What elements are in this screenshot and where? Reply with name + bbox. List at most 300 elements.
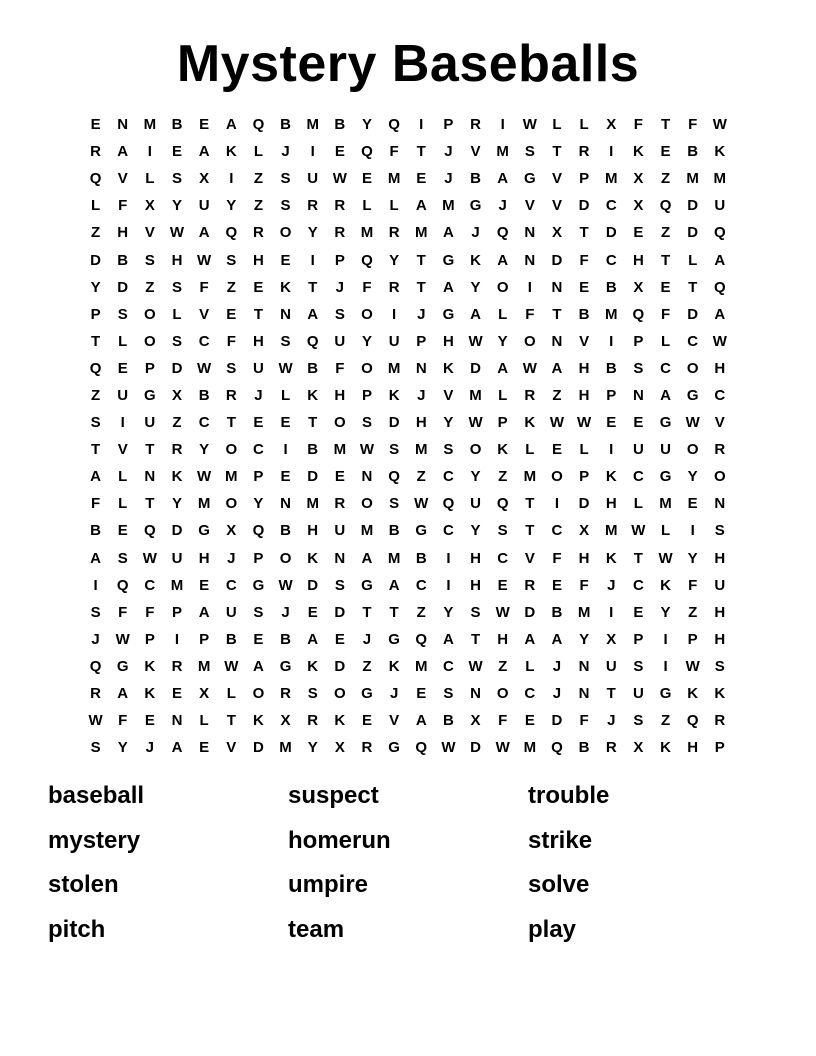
grid-letter: Q <box>713 224 726 242</box>
grid-letter: M <box>415 224 428 242</box>
grid-letter: I <box>609 441 614 459</box>
grid-letter: S <box>171 332 182 350</box>
grid-letter: J <box>498 197 507 215</box>
grid-letter: Z <box>172 414 182 432</box>
grid-letter: N <box>551 332 563 350</box>
grid-letter: U <box>171 549 183 567</box>
grid-letter: G <box>388 739 400 757</box>
grid-letter: H <box>578 359 590 377</box>
grid-letter: S <box>334 576 345 594</box>
grid-letter: O <box>334 685 346 703</box>
grid-letter: E <box>633 414 644 432</box>
grid-letter: M <box>442 197 455 215</box>
grid-letter: I <box>174 630 180 648</box>
grid-letter: I <box>392 305 397 323</box>
grid-letter: S <box>714 657 725 675</box>
grid-letter: W <box>142 549 157 567</box>
grid-letter: I <box>419 116 424 134</box>
grid-letter: A <box>714 305 726 323</box>
grid-letter: O <box>361 305 373 323</box>
grid-row <box>82 219 734 246</box>
grid-letter: H <box>497 630 509 648</box>
grid-letter: L <box>579 116 589 134</box>
grid-letter: R <box>388 278 400 296</box>
grid-letter: W <box>712 116 727 134</box>
grid-letter: K <box>280 278 291 296</box>
grid-letter: X <box>280 712 291 730</box>
grid-letter: F <box>90 495 101 513</box>
grid-letter: I <box>609 143 614 161</box>
grid-letter: J <box>145 739 155 757</box>
grid-letter: S <box>389 441 400 459</box>
grid-letter: S <box>443 441 454 459</box>
grid-letter: D <box>551 251 563 269</box>
grid-letter: H <box>578 549 590 567</box>
word-list-item: umpire <box>288 871 369 898</box>
grid-letter: W <box>359 441 375 459</box>
grid-letter: B <box>442 712 454 730</box>
grid-letter: S <box>497 522 508 540</box>
grid-letter: A <box>198 224 210 242</box>
grid-letter: R <box>361 739 373 757</box>
grid-letter: Z <box>362 657 372 675</box>
grid-letter: B <box>605 359 617 377</box>
grid-letter: T <box>90 332 101 350</box>
grid-letter: L <box>90 197 101 215</box>
grid-letter: J <box>417 386 426 404</box>
grid-letter: L <box>118 332 128 350</box>
grid-letter: Q <box>442 495 455 513</box>
grid-letter: E <box>280 414 291 432</box>
grid-letter: A <box>388 576 400 594</box>
grid-letter: F <box>525 305 535 323</box>
grid-letter: A <box>361 549 373 567</box>
grid-letter: N <box>578 685 590 703</box>
grid-letter: B <box>280 522 291 540</box>
grid-letter: N <box>280 495 291 513</box>
grid-letter: P <box>606 386 617 404</box>
grid-letter: D <box>117 278 129 296</box>
grid-letter: G <box>442 305 455 323</box>
grid-letter: T <box>633 549 643 567</box>
grid-letter: C <box>415 576 427 594</box>
grid-letter: A <box>714 251 726 269</box>
grid-letter: G <box>686 386 699 404</box>
grid-letter: Q <box>361 251 373 269</box>
grid-letter: L <box>145 170 155 188</box>
grid-letter: T <box>145 495 155 513</box>
grid-letter: Z <box>226 278 236 296</box>
grid-letter: E <box>307 603 318 621</box>
grid-letter: Z <box>253 197 263 215</box>
grid-letter: P <box>90 305 101 323</box>
word-list-item: solve <box>528 871 590 898</box>
grid-letter: Q <box>415 630 428 648</box>
grid-letter: C <box>497 549 509 567</box>
grid-letter: H <box>252 332 264 350</box>
grid-letter: A <box>198 143 210 161</box>
grid-letter: K <box>171 468 183 486</box>
grid-letter: U <box>307 170 319 188</box>
grid-letter: W <box>522 116 537 134</box>
grid-letter: K <box>524 414 536 432</box>
grid-letter: N <box>334 549 346 567</box>
grid-letter: T <box>253 305 263 323</box>
grid-letter: Q <box>306 332 319 350</box>
grid-letter: G <box>252 576 265 594</box>
grid-letter: Z <box>145 278 155 296</box>
grid-letter: T <box>226 712 236 730</box>
grid-letter: V <box>144 224 155 242</box>
grid-row <box>82 138 734 165</box>
grid-letter: G <box>116 657 129 675</box>
grid-letter: C <box>144 576 156 594</box>
grid-letter: K <box>605 468 617 486</box>
grid-letter: O <box>144 332 156 350</box>
grid-letter: B <box>307 359 319 377</box>
grid-letter: C <box>714 386 726 404</box>
grid-letter: J <box>91 630 100 648</box>
grid-letter: G <box>442 251 455 269</box>
grid-letter: H <box>171 251 183 269</box>
grid-letter: R <box>605 739 617 757</box>
grid-letter: X <box>551 224 562 242</box>
grid-letter: S <box>280 197 291 215</box>
grid-letter: O <box>225 495 238 513</box>
grid-letter: M <box>604 522 618 540</box>
grid-letter: T <box>416 251 426 269</box>
grid-letter: X <box>199 170 210 188</box>
grid-letter: O <box>361 359 373 377</box>
grid-letter: S <box>144 251 155 269</box>
grid-letter: W <box>468 657 483 675</box>
grid-letter: N <box>171 712 183 730</box>
grid-letter: V <box>443 386 454 404</box>
grid-letter: L <box>498 305 508 323</box>
grid-letter: F <box>579 712 589 730</box>
grid-letter: J <box>227 549 236 567</box>
grid-letter: I <box>446 576 451 594</box>
word-list-item: suspect <box>288 782 379 809</box>
grid-letter: C <box>252 441 264 459</box>
grid-letter: B <box>415 549 427 567</box>
grid-letter: F <box>118 603 128 621</box>
grid-letter: D <box>578 197 590 215</box>
grid-row <box>82 328 734 355</box>
grid-letter: L <box>199 712 209 730</box>
grid-letter: U <box>198 197 210 215</box>
grid-letter: K <box>307 386 319 404</box>
grid-letter: A <box>307 630 319 648</box>
grid-letter: W <box>414 495 429 513</box>
grid-letter: J <box>444 143 453 161</box>
grid-letter: U <box>632 441 644 459</box>
grid-letter: X <box>633 739 644 757</box>
grid-letter: X <box>633 278 644 296</box>
grid-letter: P <box>687 630 698 648</box>
grid-letter: Z <box>253 170 263 188</box>
grid-letter: Z <box>90 386 101 404</box>
grid-letter: H <box>470 576 481 594</box>
grid-letter: S <box>714 522 725 540</box>
grid-letter: B <box>551 603 563 621</box>
grid-letter: N <box>117 116 129 134</box>
grid-letter: P <box>171 603 182 621</box>
grid-letter: H <box>442 332 454 350</box>
grid-letter: Z <box>416 468 426 486</box>
grid-letter: M <box>387 170 401 188</box>
grid-letter: D <box>551 712 563 730</box>
word-list-item: homerun <box>288 826 391 854</box>
grid-letter: V <box>524 197 535 215</box>
grid-letter: D <box>307 468 319 486</box>
grid-letter: X <box>606 630 617 648</box>
grid-letter: E <box>171 685 182 703</box>
grid-letter: C <box>605 251 617 269</box>
grid-letter: R <box>334 495 346 513</box>
grid-letter: N <box>551 278 563 296</box>
grid-letter: G <box>659 685 672 703</box>
grid-letter: B <box>605 278 617 296</box>
grid-letter: S <box>470 603 481 621</box>
grid-letter: M <box>333 441 347 459</box>
grid-letter: L <box>525 657 535 675</box>
grid-letter: M <box>360 224 374 242</box>
grid-row <box>82 382 734 409</box>
grid-letter: Z <box>688 603 698 621</box>
grid-letter: H <box>714 549 726 567</box>
grid-letter: V <box>714 414 725 432</box>
grid-letter: I <box>93 576 98 594</box>
grid-letter: K <box>388 386 400 404</box>
grid-letter: L <box>579 441 589 459</box>
grid-letter: S <box>524 143 535 161</box>
grid-letter: M <box>523 739 537 757</box>
grid-letter: W <box>197 468 212 486</box>
grid-letter: H <box>714 359 726 377</box>
grid-letter: Z <box>90 224 101 242</box>
grid-letter: P <box>714 739 725 757</box>
grid-letter: U <box>470 495 481 513</box>
grid-letter: K <box>388 657 400 675</box>
grid-letter: R <box>171 441 183 459</box>
grid-letter: Q <box>713 278 726 296</box>
grid-letter: N <box>524 224 536 242</box>
grid-letter: E <box>551 576 562 594</box>
grid-letter: M <box>496 143 509 161</box>
grid-letter: L <box>525 441 535 459</box>
grid-letter: H <box>687 739 699 757</box>
grid-letter: N <box>144 468 156 486</box>
grid-letter: D <box>578 495 590 513</box>
word-list-item: play <box>528 915 577 943</box>
grid-letter: A <box>497 251 509 269</box>
grid-letter: X <box>199 685 210 703</box>
grid-letter: T <box>579 224 589 242</box>
grid-letter: M <box>360 522 374 540</box>
grid-letter: S <box>443 685 454 703</box>
grid-letter: E <box>579 278 590 296</box>
grid-letter: R <box>714 712 726 730</box>
grid-letter: I <box>147 143 152 161</box>
grid-letter: D <box>524 603 536 621</box>
grid-letter: Y <box>361 332 372 350</box>
grid-letter: Y <box>660 603 671 621</box>
grid-letter: C <box>605 197 617 215</box>
grid-letter: G <box>388 630 400 648</box>
grid-letter: P <box>579 170 590 188</box>
grid-letter: A <box>117 143 129 161</box>
grid-letter: M <box>415 657 428 675</box>
grid-letter: K <box>252 712 264 730</box>
grid-letter: P <box>416 332 427 350</box>
grid-letter: J <box>607 712 616 730</box>
grid-letter: F <box>362 278 372 296</box>
grid-letter: F <box>688 576 698 594</box>
grid-letter: K <box>714 143 726 161</box>
grid-letter: K <box>632 143 644 161</box>
page-title: Mystery Baseballs <box>176 35 640 93</box>
grid-letter: R <box>578 143 590 161</box>
grid-letter: U <box>388 332 400 350</box>
grid-letter: R <box>334 224 346 242</box>
grid-letter: P <box>443 116 454 134</box>
grid-letter: S <box>171 170 182 188</box>
grid-letter: P <box>579 468 590 486</box>
grid-letter: X <box>606 116 617 134</box>
grid-letter: Q <box>361 143 373 161</box>
grid-letter: E <box>144 712 155 730</box>
grid-letter: Q <box>632 305 645 323</box>
grid-letter: M <box>469 386 482 404</box>
grid-letter: R <box>307 197 319 215</box>
grid-letter: E <box>497 576 508 594</box>
grid-letter: B <box>280 116 291 134</box>
grid-letter: K <box>660 576 671 594</box>
grid-letter: N <box>470 685 481 703</box>
grid-letter: V <box>551 170 562 188</box>
grid-letter: J <box>362 630 372 648</box>
grid-letter: F <box>579 576 589 594</box>
grid-letter: I <box>500 116 505 134</box>
word-list-item: trouble <box>528 782 610 809</box>
grid-letter: O <box>144 305 156 323</box>
grid-letter: B <box>117 251 129 269</box>
grid-letter: T <box>660 116 671 134</box>
grid-letter: E <box>660 143 671 161</box>
grid-letter: M <box>415 441 428 459</box>
grid-letter: X <box>144 197 155 215</box>
grid-letter: N <box>578 657 590 675</box>
grid-letter: F <box>118 197 128 215</box>
grid-letter: Q <box>551 739 563 757</box>
grid-letter: P <box>334 251 345 269</box>
grid-letter: E <box>253 414 264 432</box>
grid-letter: R <box>90 685 101 703</box>
grid-letter: J <box>389 685 399 703</box>
grid-letter: S <box>633 657 644 675</box>
grid-letter: O <box>496 278 509 296</box>
grid-letter: V <box>117 170 128 188</box>
grid-letter: D <box>307 576 319 594</box>
grid-letter: K <box>442 359 454 377</box>
grid-letter: L <box>389 197 399 215</box>
grid-row <box>82 707 734 734</box>
grid-letter: R <box>171 657 183 675</box>
grid-letter: H <box>714 603 726 621</box>
grid-letter: U <box>117 386 129 404</box>
grid-letter: L <box>226 685 236 703</box>
grid-letter: Q <box>252 116 265 134</box>
grid-row <box>82 111 734 138</box>
grid-letter: U <box>334 332 346 350</box>
grid-letter: G <box>523 170 536 188</box>
grid-letter: K <box>307 549 319 567</box>
grid-letter: V <box>579 332 590 350</box>
grid-letter: A <box>551 359 563 377</box>
grid-letter: W <box>468 414 483 432</box>
grid-letter: B <box>470 170 481 188</box>
grid-letter: S <box>253 603 264 621</box>
grid-letter: E <box>226 305 237 323</box>
grid-letter: T <box>525 522 535 540</box>
grid-letter: F <box>335 359 345 377</box>
grid-letter: C <box>687 332 699 350</box>
grid-letter: S <box>226 251 237 269</box>
grid-letter: E <box>361 170 372 188</box>
grid-letter: K <box>714 685 726 703</box>
grid-letter: U <box>714 197 726 215</box>
grid-letter: H <box>307 522 319 540</box>
grid-letter: I <box>120 414 125 432</box>
grid-letter: V <box>226 739 237 757</box>
grid-letter: A <box>442 630 454 648</box>
grid-letter: Q <box>686 712 699 730</box>
grid-letter: E <box>117 359 128 377</box>
grid-letter: Y <box>443 414 454 432</box>
grid-letter: V <box>470 143 481 161</box>
grid-letter: M <box>279 739 292 757</box>
grid-letter: C <box>632 576 644 594</box>
grid-letter: E <box>361 712 372 730</box>
grid-row <box>82 734 734 761</box>
grid-letter: G <box>469 197 482 215</box>
grid-letter: K <box>605 549 617 567</box>
grid-letter: A <box>442 224 454 242</box>
grid-letter: E <box>117 522 128 540</box>
grid-letter: X <box>633 197 644 215</box>
grid-letter: I <box>283 441 288 459</box>
grid-letter: W <box>685 414 700 432</box>
grid-letter: R <box>225 386 237 404</box>
grid-letter: Y <box>253 495 264 513</box>
grid-letter: D <box>687 305 699 323</box>
grid-row <box>82 680 734 707</box>
grid-letter: W <box>197 251 212 269</box>
grid-letter: Y <box>90 278 101 296</box>
grid-letter: D <box>687 224 699 242</box>
grid-letter: R <box>280 685 291 703</box>
grid-letter: S <box>334 305 345 323</box>
grid-letter: X <box>334 739 345 757</box>
grid-row <box>82 355 734 382</box>
grid-letter: S <box>90 414 101 432</box>
grid-letter: L <box>633 495 643 513</box>
grid-letter: W <box>332 170 347 188</box>
grid-letter: H <box>252 251 264 269</box>
grid-letter: Z <box>498 468 508 486</box>
grid-letter: Y <box>389 251 400 269</box>
